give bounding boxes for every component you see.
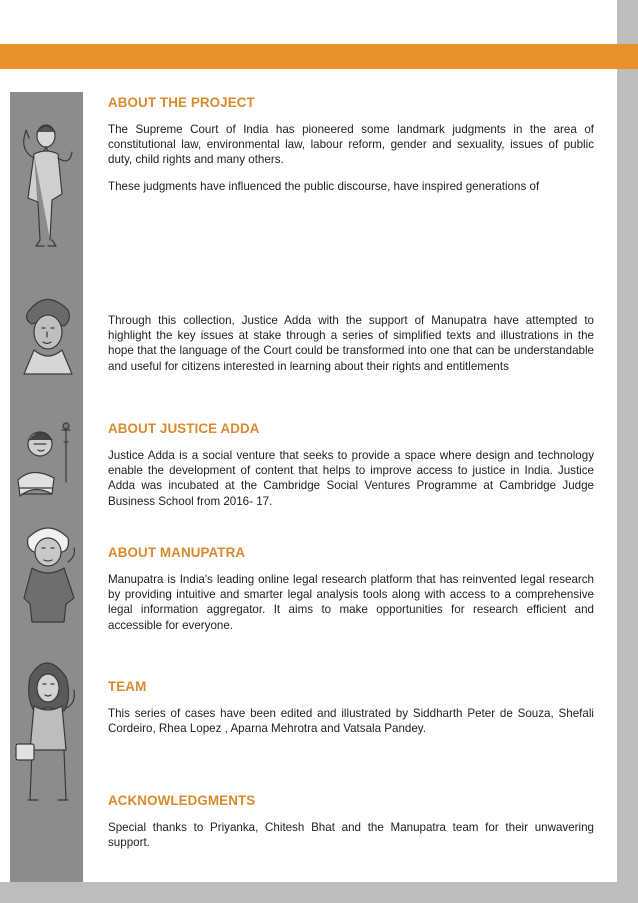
heading-acknowledgments: ACKNOWLEDGMENTS xyxy=(108,793,256,808)
heading-team: TEAM xyxy=(108,679,147,694)
manupatra-paragraph: Manupatra is India's leading online legal research platform that has reinvented legal research by providing intuitive and smarter legal analysis tools along with access to a comprehensive legal information aggregator. It aims to make opportunities for research efficient and accessible for everyone. xyxy=(108,573,594,632)
illustration-strip xyxy=(10,92,83,882)
section-about-justice-adda xyxy=(108,421,594,509)
header-band xyxy=(0,44,638,69)
illustration-strip-drawings xyxy=(10,92,83,882)
heading-about-project: ABOUT THE PROJECT xyxy=(108,95,255,110)
section-about-project xyxy=(108,95,594,202)
project-paragraph-1: The Supreme Court of India has pioneered some landmark judgments in the area of constitutional law, environmental law, labour reform, gender and sexuality, issues of public duty, child rights and many others. xyxy=(108,123,594,167)
young-woman-figure-icon xyxy=(16,663,74,800)
lawyer-figure-icon xyxy=(24,125,72,246)
section-acknowledgments xyxy=(108,793,594,850)
project-paragraph-2: These judgments have influenced the public discourse, have inspired generations of xyxy=(108,179,540,193)
acknowledgments-paragraph: Special thanks to Priyanka, Chitesh Bhat and the Manupatra team for their unwavering support. xyxy=(108,821,594,850)
justice-adda-paragraph: Justice Adda is a social venture that seeks to provide a space where design and technology enable the development of content that helps to improve access to justice in India. Justice Adda was incubated at the Cambridge Social Ventures Programme at Cambridge Judge Business School from 2016- 17. xyxy=(108,449,594,508)
section-about-manupatra xyxy=(108,545,594,633)
heading-about-manupatra: ABOUT MANUPATRA xyxy=(108,545,246,560)
section-team xyxy=(108,679,594,736)
heading-about-justice-adda: ABOUT JUSTICE ADDA xyxy=(108,421,260,436)
cut-off-line xyxy=(108,194,594,202)
woman-portrait-icon xyxy=(24,299,72,374)
judge-with-books-icon xyxy=(18,423,70,496)
old-woman-figure-icon xyxy=(24,528,74,622)
team-paragraph: This series of cases have been edited and illustrated by Siddharth Peter de Souza, Shefali Cordeiro, Rhea Lopez , Aparna Mehrotra and Vatsala Pandey. xyxy=(108,707,594,736)
section-about-project-cont xyxy=(108,313,594,374)
project-paragraph-3: Through this collection, Justice Adda with the support of Manupatra have attempted to highlight the key issues at stake through a series of simplified texts and illustrations in the hope that the language of the Court could be transformed into one that can be understandable and useful for citizens interested in learning about their rights and entitlements xyxy=(108,314,594,373)
